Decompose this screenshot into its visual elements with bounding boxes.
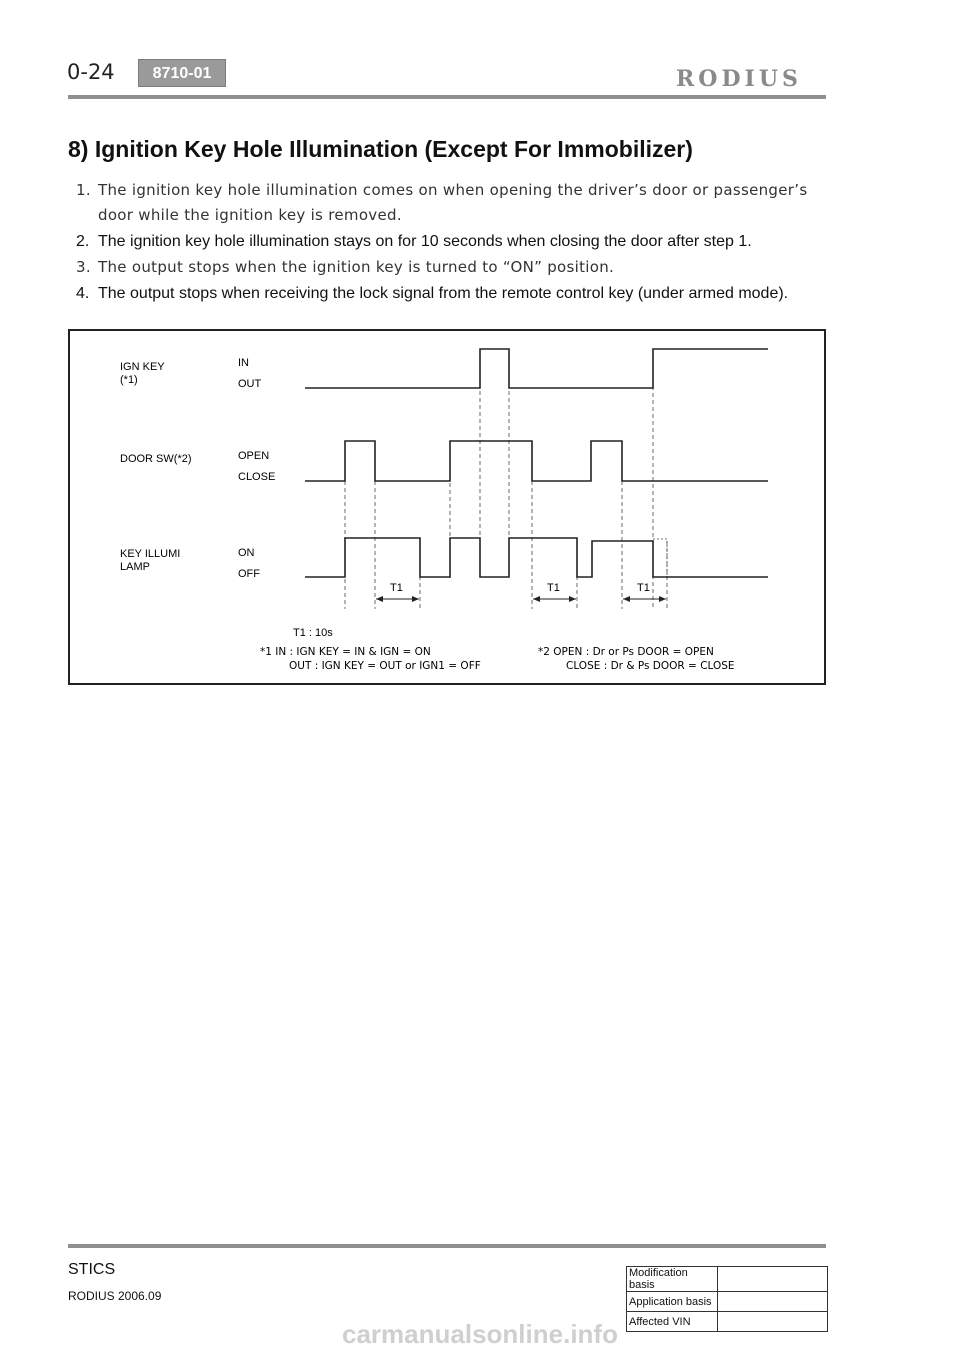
list-item [76, 281, 836, 306]
ign-out-label: OUT [238, 378, 262, 390]
t1-label-3: T1 [637, 582, 650, 594]
note-2-line-1: *2 OPEN : Dr or Ps DOOR = OPEN [538, 646, 714, 658]
table-cell-value [718, 1267, 828, 1292]
table-row [627, 1292, 828, 1312]
door-open-label: OPEN [238, 450, 270, 462]
lamp-off-label: OFF [238, 568, 260, 580]
ign-key-label: IGN KEY [120, 361, 165, 373]
step-number: 2. [76, 233, 90, 250]
lamp-waveform [305, 538, 768, 577]
lamp-on-label: ON [238, 547, 255, 559]
note-2-line-2: CLOSE : Dr & Ps DOOR = CLOSE [566, 660, 735, 672]
step-list [76, 178, 836, 307]
table-cell-label: Affected VIN [627, 1312, 718, 1332]
note-1-line-1: *1 IN : IGN KEY = IN & IGN = ON [260, 646, 431, 658]
ign-key-note-ref: (*1) [120, 374, 138, 386]
step-text: The output stops when the ignition key is turned to “ON” position. [98, 258, 615, 276]
note-1-line-2: OUT : IGN KEY = OUT or IGN1 = OFF [289, 660, 481, 672]
footer-rule [68, 1244, 826, 1248]
t1-definition: T1 : 10s [293, 627, 333, 639]
table-cell-value [718, 1292, 828, 1312]
watermark: carmanualsonline.info [342, 1319, 618, 1349]
table-row [627, 1267, 828, 1292]
step-number: 1. [76, 181, 91, 199]
table-cell-label: Application basis [627, 1292, 718, 1312]
brand-logo: RODIUS [676, 66, 802, 92]
list-item [76, 178, 836, 228]
step-text: The ignition key hole illumination stays on for 10 seconds when closing the door after step 1. [98, 233, 752, 250]
document-date: RODIUS 2006.09 [68, 1289, 162, 1303]
table-cell-label: Modification basis [627, 1267, 718, 1292]
door-close-label: CLOSE [238, 471, 276, 483]
page-number: 0-24 [67, 60, 115, 84]
step-number: 4. [76, 285, 90, 302]
ign-in-label: IN [238, 357, 249, 369]
key-illumi-label: KEY ILLUMI [120, 548, 181, 560]
door-sw-waveform [305, 441, 768, 481]
list-item [76, 229, 836, 254]
section-heading: 8) Ignition Key Hole Illumination (Except For Immobilizer) [68, 136, 693, 162]
step-text: The output stops when receiving the lock signal from the remote control key (under armed mode). [98, 285, 789, 302]
list-item [76, 255, 836, 280]
step-text: The ignition key hole illumination comes on when opening the driver’s door or passenger’s door while the ignition key is removed. [98, 181, 808, 224]
key-illumi-label-2: LAMP [120, 561, 150, 573]
lamp-dotted-extension [653, 539, 667, 577]
step-number: 3. [76, 258, 91, 276]
section-code-badge: 8710-01 [138, 59, 226, 87]
door-sw-label: DOOR SW(*2) [120, 453, 192, 465]
timing-diagram [68, 329, 826, 685]
ign-key-waveform [305, 349, 768, 388]
header-rule [68, 95, 826, 99]
t1-label-2: T1 [547, 582, 560, 594]
t1-label-1: T1 [390, 582, 403, 594]
document-title: STICS [68, 1261, 116, 1278]
